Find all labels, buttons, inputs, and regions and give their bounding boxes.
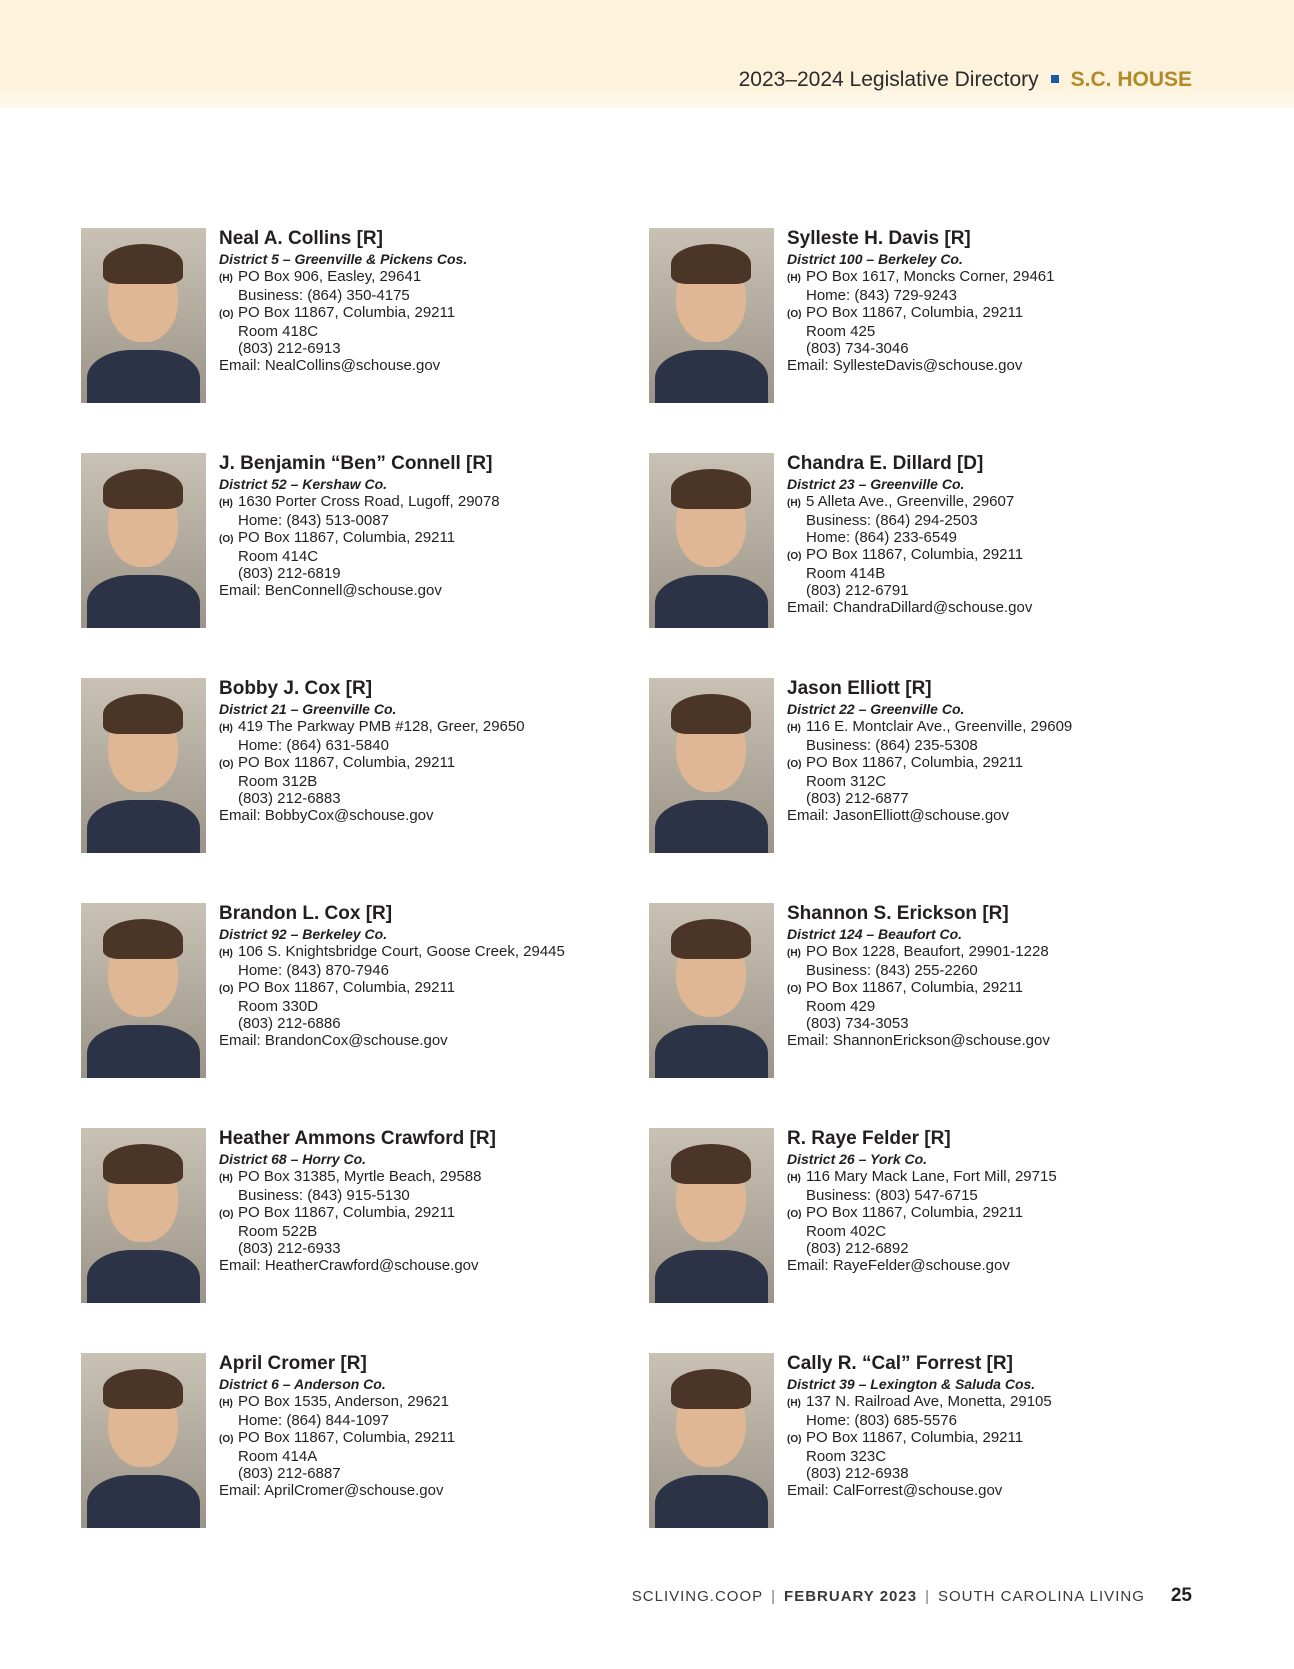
office-room: Room 323C <box>806 1448 887 1465</box>
office-room: Room 330D <box>238 998 319 1015</box>
photo-shoulders <box>655 1475 768 1528</box>
member-email: Email: BrandonCox@schouse.gov <box>219 1032 448 1049</box>
office-room: Room 429 <box>806 998 876 1015</box>
home-address: PO Box 906, Easley, 29641 <box>238 268 422 285</box>
home-address-line <box>219 493 619 512</box>
office-phone: (803) 212-6883 <box>238 790 341 807</box>
home-address-line <box>787 493 1187 512</box>
home-address-line <box>219 1168 619 1187</box>
member-info <box>787 903 1187 1049</box>
office-phone: (803) 212-6887 <box>238 1465 341 1482</box>
office-address-line <box>787 979 1187 998</box>
home-address-line <box>787 268 1187 287</box>
photo-hair <box>671 469 751 509</box>
photo-shoulders <box>655 350 768 403</box>
office-address-line <box>219 1204 619 1223</box>
home-phone-secondary: Home: (864) 233-6549 <box>806 529 957 546</box>
office-phone: (803) 734-3053 <box>806 1015 909 1032</box>
home-address-line <box>219 718 619 737</box>
member-district: District 92 – Berkeley Co. <box>219 926 388 942</box>
office-phone: (803) 734-3046 <box>806 340 909 357</box>
section-title: S.C. HOUSE <box>1070 68 1192 91</box>
member-photo <box>81 678 206 853</box>
member-name: Heather Ammons Crawford [R] <box>219 1128 496 1149</box>
office-address: PO Box 11867, Columbia, 29211 <box>806 979 1024 996</box>
office-address-line <box>219 529 619 548</box>
home-address-line <box>787 1393 1187 1412</box>
office-address-line <box>219 304 619 323</box>
photo-hair <box>103 694 183 734</box>
member-email: Email: ShannonErickson@schouse.gov <box>787 1032 1050 1049</box>
home-phone: Home: (864) 631-5840 <box>238 737 389 754</box>
office-phone: (803) 212-6886 <box>238 1015 341 1032</box>
member-photo <box>81 1128 206 1303</box>
member-entry <box>81 453 621 633</box>
member-email: Email: CalForrest@schouse.gov <box>787 1482 1003 1499</box>
member-name: Cally R. “Cal” Forrest [R] <box>787 1353 1013 1374</box>
photo-hair <box>103 469 183 509</box>
photo-shoulders <box>87 1025 200 1078</box>
member-entry <box>81 228 621 408</box>
photo-shoulders <box>655 575 768 628</box>
member-entry <box>81 678 621 858</box>
home-address: PO Box 1617, Moncks Corner, 29461 <box>806 268 1055 285</box>
member-district: District 22 – Greenville Co. <box>787 701 965 717</box>
member-entry <box>649 1353 1189 1533</box>
office-tag: (O) <box>787 551 802 562</box>
member-name: J. Benjamin “Ben” Connell [R] <box>219 453 493 474</box>
member-photo <box>649 678 774 853</box>
home-phone: Business: (864) 294-2503 <box>806 512 978 529</box>
directory-title: 2023–2024 Legislative Directory <box>738 68 1039 91</box>
home-phone: Business: (843) 915-5130 <box>238 1187 410 1204</box>
photo-hair <box>671 694 751 734</box>
office-tag: (O) <box>787 1209 802 1220</box>
photo-hair <box>671 244 751 284</box>
office-room: Room 402C <box>806 1223 887 1240</box>
office-room: Room 522B <box>238 1223 318 1240</box>
home-tag: (H) <box>787 1173 801 1184</box>
office-phone: (803) 212-6791 <box>806 582 909 599</box>
member-entry <box>649 1128 1189 1308</box>
member-name: Jason Elliott [R] <box>787 678 932 699</box>
home-tag: (H) <box>219 723 233 734</box>
photo-shoulders <box>87 350 200 403</box>
office-address: PO Box 11867, Columbia, 29211 <box>806 1429 1024 1446</box>
member-name: Chandra E. Dillard [D] <box>787 453 984 474</box>
member-info <box>219 1353 619 1499</box>
member-email: Email: BenConnell@schouse.gov <box>219 582 442 599</box>
photo-shoulders <box>87 800 200 853</box>
member-entry <box>649 678 1189 858</box>
home-tag: (H) <box>787 948 801 959</box>
page-header <box>739 68 1192 92</box>
home-phone: Home: (864) 844-1097 <box>238 1412 389 1429</box>
page-footer <box>632 1585 1192 1607</box>
home-phone: Business: (864) 235-5308 <box>806 737 978 754</box>
home-phone: Business: (803) 547-6715 <box>806 1187 978 1204</box>
office-phone: (803) 212-6938 <box>806 1465 909 1482</box>
photo-hair <box>103 244 183 284</box>
home-address: 5 Alleta Ave., Greenville, 29607 <box>806 493 1015 510</box>
office-address-line <box>787 754 1187 773</box>
office-room: Room 414A <box>238 1448 318 1465</box>
home-tag: (H) <box>219 498 233 509</box>
member-name: R. Raye Felder [R] <box>787 1128 951 1149</box>
home-address: PO Box 31385, Myrtle Beach, 29588 <box>238 1168 482 1185</box>
home-phone: Home: (843) 729-9243 <box>806 287 957 304</box>
footer-separator: | <box>771 1588 777 1605</box>
member-email: Email: RayeFelder@schouse.gov <box>787 1257 1010 1274</box>
home-address: 419 The Parkway PMB #128, Greer, 29650 <box>238 718 525 735</box>
home-tag: (H) <box>219 1398 233 1409</box>
home-address: PO Box 1535, Anderson, 29621 <box>238 1393 449 1410</box>
home-address-line <box>787 718 1187 737</box>
member-district: District 68 – Horry Co. <box>219 1151 367 1167</box>
home-address-line <box>219 943 619 962</box>
member-email: Email: AprilCromer@schouse.gov <box>219 1482 444 1499</box>
photo-shoulders <box>655 800 768 853</box>
member-district: District 6 – Anderson Co. <box>219 1376 386 1392</box>
photo-hair <box>671 1369 751 1409</box>
member-info <box>787 678 1187 824</box>
office-address: PO Box 11867, Columbia, 29211 <box>238 304 456 321</box>
member-district: District 26 – York Co. <box>787 1151 928 1167</box>
office-room: Room 425 <box>806 323 876 340</box>
office-tag: (O) <box>219 309 234 320</box>
home-address-line <box>219 1393 619 1412</box>
photo-shoulders <box>655 1025 768 1078</box>
office-tag: (O) <box>787 309 802 320</box>
photo-shoulders <box>655 1250 768 1303</box>
office-address: PO Box 11867, Columbia, 29211 <box>806 754 1024 771</box>
page-number: 25 <box>1170 1585 1192 1606</box>
office-address-line <box>219 1429 619 1448</box>
member-email: Email: ChandraDillard@schouse.gov <box>787 599 1033 616</box>
home-address-line <box>787 1168 1187 1187</box>
member-name: Brandon L. Cox [R] <box>219 903 393 924</box>
member-info <box>787 1128 1187 1274</box>
office-tag: (O) <box>219 759 234 770</box>
office-phone: (803) 212-6877 <box>806 790 909 807</box>
member-info <box>219 228 619 374</box>
office-tag: (O) <box>787 1434 802 1445</box>
member-email: Email: SyllesteDavis@schouse.gov <box>787 357 1023 374</box>
member-entry <box>81 903 621 1083</box>
office-address-line <box>219 754 619 773</box>
member-photo <box>81 1353 206 1528</box>
photo-shoulders <box>87 1250 200 1303</box>
member-entry <box>81 1128 621 1308</box>
photo-shoulders <box>87 1475 200 1528</box>
member-info <box>787 453 1187 616</box>
member-email: Email: BobbyCox@schouse.gov <box>219 807 434 824</box>
office-room: Room 312B <box>238 773 318 790</box>
office-tag: (O) <box>787 984 802 995</box>
footer-site: SCLIVING.COOP <box>631 1588 764 1605</box>
member-photo <box>81 903 206 1078</box>
home-address-line <box>787 943 1187 962</box>
member-district: District 5 – Greenville & Pickens Cos. <box>219 251 468 267</box>
office-address: PO Box 11867, Columbia, 29211 <box>238 754 456 771</box>
office-phone: (803) 212-6892 <box>806 1240 909 1257</box>
home-tag: (H) <box>219 948 233 959</box>
home-tag: (H) <box>787 1398 801 1409</box>
office-phone: (803) 212-6933 <box>238 1240 341 1257</box>
member-name: April Cromer [R] <box>219 1353 367 1374</box>
home-tag: (H) <box>787 273 801 284</box>
member-photo <box>649 1353 774 1528</box>
office-room: Room 414B <box>806 565 886 582</box>
member-name: Neal A. Collins [R] <box>219 228 383 249</box>
member-photo <box>649 903 774 1078</box>
office-address: PO Box 11867, Columbia, 29211 <box>238 529 456 546</box>
office-tag: (O) <box>219 534 234 545</box>
member-district: District 124 – Beaufort Co. <box>787 926 963 942</box>
photo-shoulders <box>87 575 200 628</box>
member-district: District 39 – Lexington & Saluda Cos. <box>787 1376 1036 1392</box>
office-phone: (803) 212-6819 <box>238 565 341 582</box>
member-entry <box>81 1353 621 1533</box>
office-address-line <box>787 546 1187 565</box>
home-phone: Business: (843) 255-2260 <box>806 962 978 979</box>
home-phone: Home: (843) 870-7946 <box>238 962 389 979</box>
member-district: District 100 – Berkeley Co. <box>787 251 963 267</box>
member-photo <box>81 228 206 403</box>
member-photo <box>649 228 774 403</box>
footer-magazine: SOUTH CAROLINA LIVING <box>937 1588 1145 1605</box>
footer-issue: FEBRUARY 2023 <box>784 1588 918 1605</box>
office-tag: (O) <box>219 1209 234 1220</box>
office-tag: (O) <box>787 759 802 770</box>
office-tag: (O) <box>219 984 234 995</box>
member-entry <box>649 453 1189 633</box>
bullet-square-icon <box>1051 75 1059 83</box>
member-info <box>219 453 619 599</box>
member-email: Email: NealCollins@schouse.gov <box>219 357 441 374</box>
member-district: District 21 – Greenville Co. <box>219 701 397 717</box>
member-info <box>219 903 619 1049</box>
home-address: PO Box 1228, Beaufort, 29901-1228 <box>806 943 1049 960</box>
member-photo <box>649 1128 774 1303</box>
home-address: 137 N. Railroad Ave, Monetta, 29105 <box>806 1393 1052 1410</box>
member-entry <box>649 903 1189 1083</box>
home-phone: Home: (803) 685-5576 <box>806 1412 957 1429</box>
office-address: PO Box 11867, Columbia, 29211 <box>806 546 1024 563</box>
home-address-line <box>219 268 619 287</box>
home-tag: (H) <box>787 723 801 734</box>
office-address: PO Box 11867, Columbia, 29211 <box>806 304 1024 321</box>
office-address: PO Box 11867, Columbia, 29211 <box>238 979 456 996</box>
photo-hair <box>103 1369 183 1409</box>
member-info <box>219 1128 619 1274</box>
member-email: Email: JasonElliott@schouse.gov <box>787 807 1009 824</box>
home-tag: (H) <box>219 1173 233 1184</box>
office-address-line <box>787 304 1187 323</box>
office-address-line <box>219 979 619 998</box>
photo-hair <box>103 919 183 959</box>
member-photo <box>81 453 206 628</box>
member-entry <box>649 228 1189 408</box>
office-address-line <box>787 1204 1187 1223</box>
home-address: 116 E. Montclair Ave., Greenville, 29609 <box>806 718 1073 735</box>
office-phone: (803) 212-6913 <box>238 340 341 357</box>
photo-hair <box>103 1144 183 1184</box>
office-room: Room 414C <box>238 548 319 565</box>
office-address-line <box>787 1429 1187 1448</box>
member-name: Sylleste H. Davis [R] <box>787 228 971 249</box>
footer-separator: | <box>925 1588 930 1605</box>
member-info <box>787 1353 1187 1499</box>
home-address: 106 S. Knightsbridge Court, Goose Creek, 29445 <box>238 943 565 960</box>
office-room: Room 418C <box>238 323 319 340</box>
home-phone: Business: (864) 350-4175 <box>238 287 410 304</box>
office-address: PO Box 11867, Columbia, 29211 <box>238 1429 456 1446</box>
office-tag: (O) <box>219 1434 234 1445</box>
home-phone: Home: (843) 513-0087 <box>238 512 389 529</box>
member-info <box>219 678 619 824</box>
member-district: District 23 – Greenville Co. <box>787 476 965 492</box>
office-address: PO Box 11867, Columbia, 29211 <box>238 1204 456 1221</box>
member-district: District 52 – Kershaw Co. <box>219 476 388 492</box>
member-name: Shannon S. Erickson [R] <box>787 903 1009 924</box>
home-address: 1630 Porter Cross Road, Lugoff, 29078 <box>238 493 500 510</box>
member-name: Bobby J. Cox [R] <box>219 678 373 699</box>
home-address: 116 Mary Mack Lane, Fort Mill, 29715 <box>806 1168 1057 1185</box>
photo-hair <box>671 919 751 959</box>
member-photo <box>649 453 774 628</box>
member-email: Email: HeatherCrawford@schouse.gov <box>219 1257 479 1274</box>
photo-hair <box>671 1144 751 1184</box>
office-address: PO Box 11867, Columbia, 29211 <box>806 1204 1024 1221</box>
home-tag: (H) <box>787 498 801 509</box>
home-tag: (H) <box>219 273 233 284</box>
office-room: Room 312C <box>806 773 887 790</box>
member-info <box>787 228 1187 374</box>
